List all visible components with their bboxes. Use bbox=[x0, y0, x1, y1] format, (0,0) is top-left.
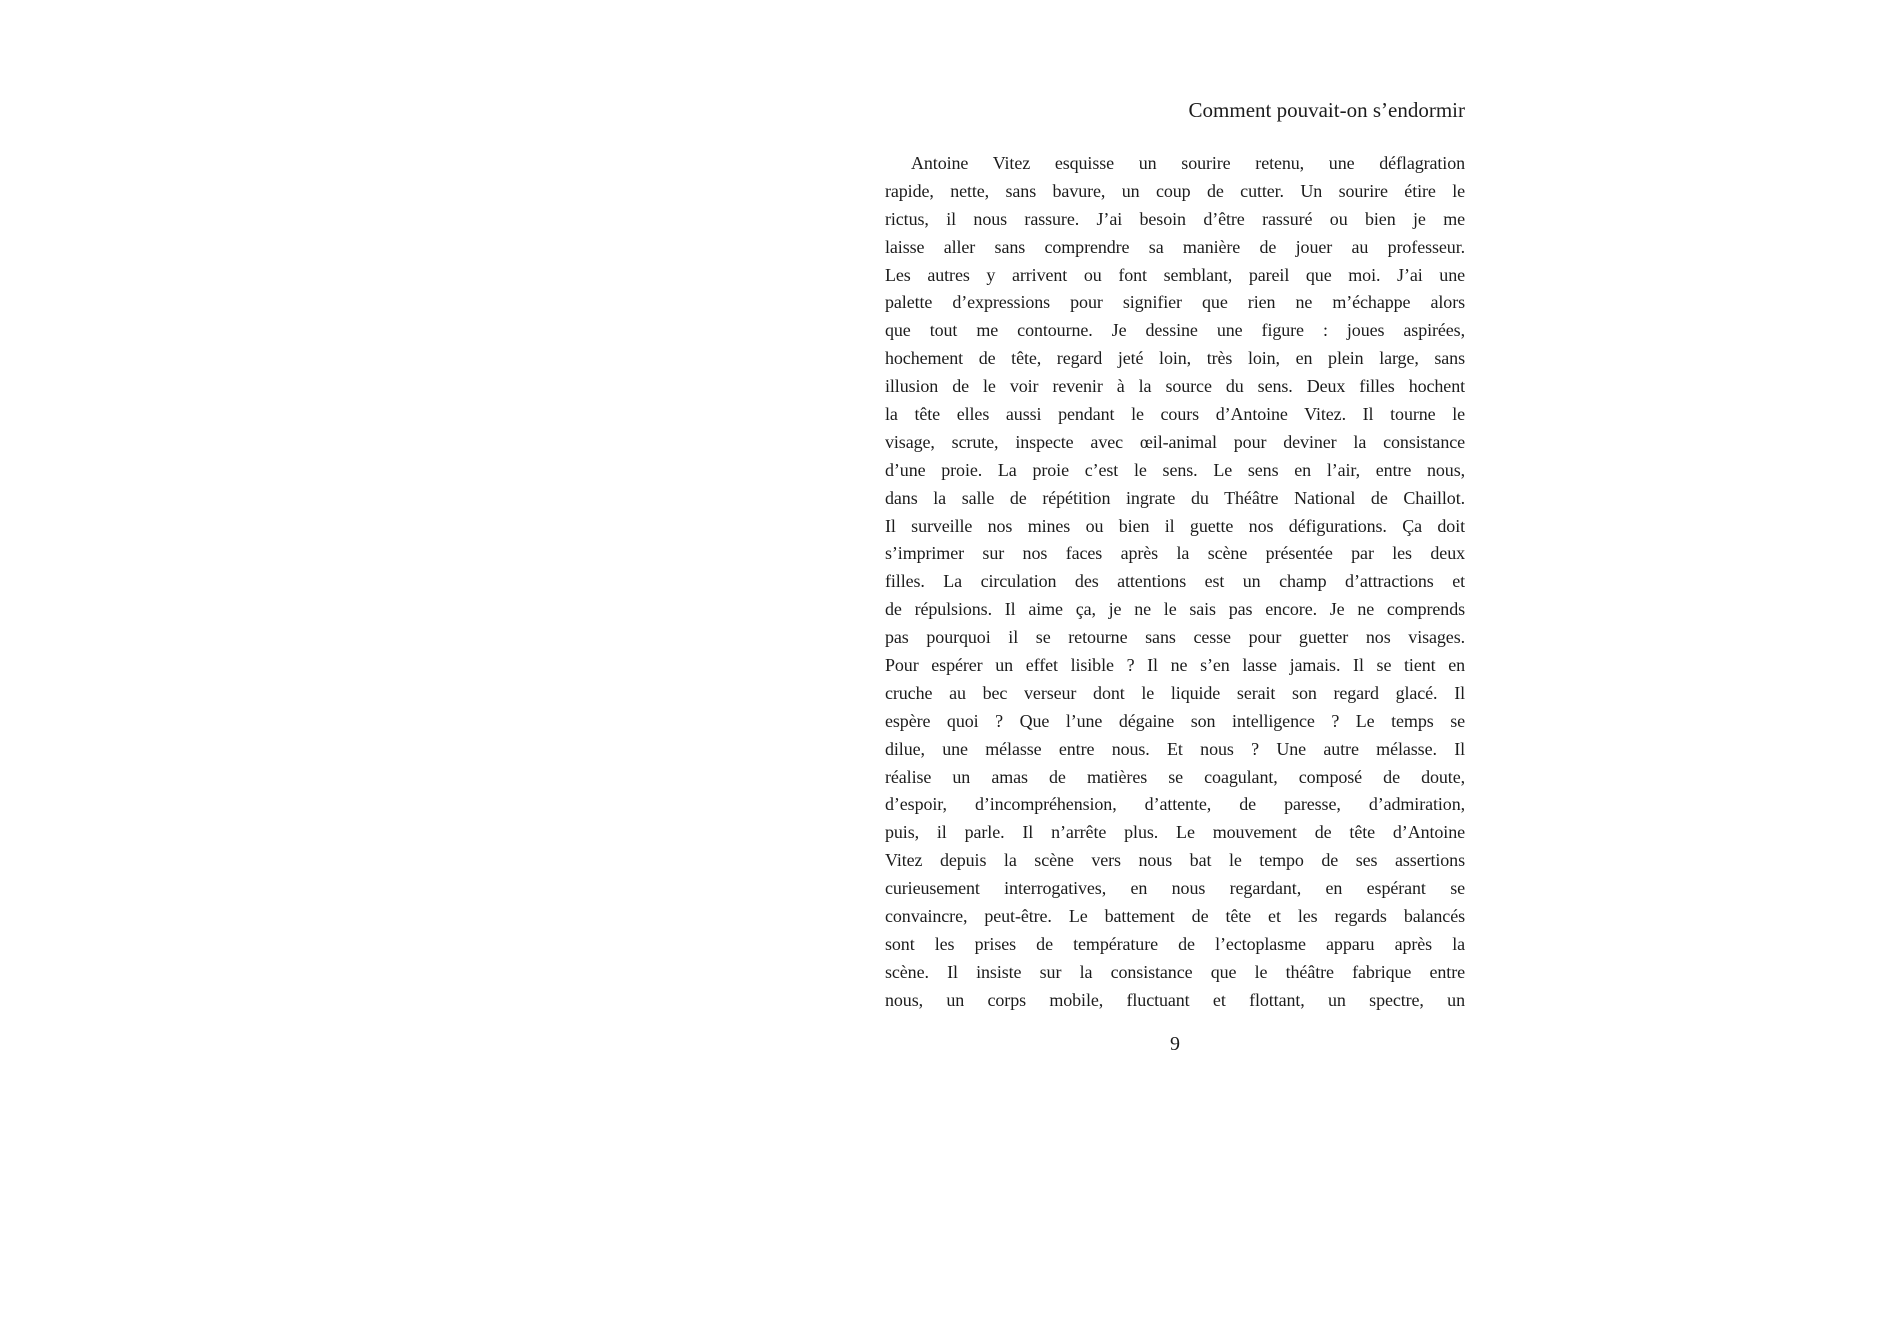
page-number: 9 bbox=[1170, 1033, 1180, 1055]
body-line: nous, un corps mobile, fluctuant et flottant, un spectre, un bbox=[885, 989, 1465, 1010]
body-text bbox=[885, 150, 1465, 1015]
body-line: pas pourquoi il se retourne sans cesse pour guetter nos visages. bbox=[885, 627, 1465, 648]
body-line: visage, scrute, inspecte avec œil-animal pour deviner la consistance bbox=[885, 431, 1465, 452]
body-line: sont les prises de température de l’ectoplasme apparu après la bbox=[885, 933, 1465, 954]
body-line: laisse aller sans comprendre sa manière de jouer au professeur. bbox=[885, 236, 1465, 257]
body-line: réalise un amas de matières se coagulant, composé de doute, bbox=[885, 766, 1465, 787]
body-line: espère quoi ? Que l’une dégaine son intelligence ? Le temps se bbox=[885, 710, 1465, 731]
body-line: curieusement interrogatives, en nous regardant, en espérant se bbox=[885, 878, 1465, 899]
body-line: que tout me contourne. Je dessine une figure : joues aspirées, bbox=[885, 320, 1465, 341]
body-line: convaincre, peut-être. Le battement de tête et les regards balancés bbox=[885, 906, 1465, 927]
body-line: scène. Il insiste sur la consistance que le théâtre fabrique entre bbox=[885, 961, 1465, 982]
body-line: d’espoir, d’incompréhension, d’attente, de paresse, d’admiration, bbox=[885, 794, 1465, 815]
body-line: puis, il parle. Il n’arrête plus. Le mouvement de tête d’Antoine bbox=[885, 822, 1465, 843]
body-line: Les autres y arrivent ou font semblant, pareil que moi. J’ai une bbox=[885, 264, 1465, 285]
body-line: Pour espérer un effet lisible ? Il ne s’en lasse jamais. Il se tient en bbox=[885, 655, 1465, 676]
body-line: de répulsions. Il aime ça, je ne le sais pas encore. Je ne comprends bbox=[885, 599, 1465, 620]
body-line: Antoine Vitez esquisse un sourire retenu, une déflagration bbox=[911, 153, 1465, 173]
body-line: la tête elles aussi pendant le cours d’Antoine Vitez. Il tourne le bbox=[885, 404, 1465, 425]
body-line: rapide, nette, sans bavure, un coup de cutter. Un sourire étire le bbox=[885, 180, 1465, 201]
body-line: d’une proie. La proie c’est le sens. Le sens en l’air, entre nous, bbox=[885, 459, 1465, 480]
body-line: filles. La circulation des attentions est un champ d’attractions et bbox=[885, 571, 1465, 592]
body-line: s’imprimer sur nos faces après la scène présentée par les deux bbox=[885, 543, 1465, 564]
body-line: Vitez depuis la scène vers nous bat le tempo de ses assertions bbox=[885, 850, 1465, 871]
body-line: Il surveille nos mines ou bien il guette nos défigurations. Ça doit bbox=[885, 515, 1465, 536]
running-header: Comment pouvait-on s’endormir bbox=[1188, 98, 1465, 122]
body-line: palette d’expressions pour signifier que rien ne m’échappe alors bbox=[885, 292, 1465, 313]
body-line: dilue, une mélasse entre nous. Et nous ? Une autre mélasse. Il bbox=[885, 738, 1465, 759]
body-line: hochement de tête, regard jeté loin, très loin, en plein large, sans bbox=[885, 348, 1465, 369]
body-line: illusion de le voir revenir à la source du sens. Deux filles hochent bbox=[885, 376, 1465, 397]
body-line: cruche au bec verseur dont le liquide serait son regard glacé. Il bbox=[885, 682, 1465, 703]
body-line: dans la salle de répétition ingrate du Théâtre National de Chaillot. bbox=[885, 487, 1465, 508]
body-line: rictus, il nous rassure. J’ai besoin d’être rassuré ou bien je me bbox=[885, 208, 1465, 229]
